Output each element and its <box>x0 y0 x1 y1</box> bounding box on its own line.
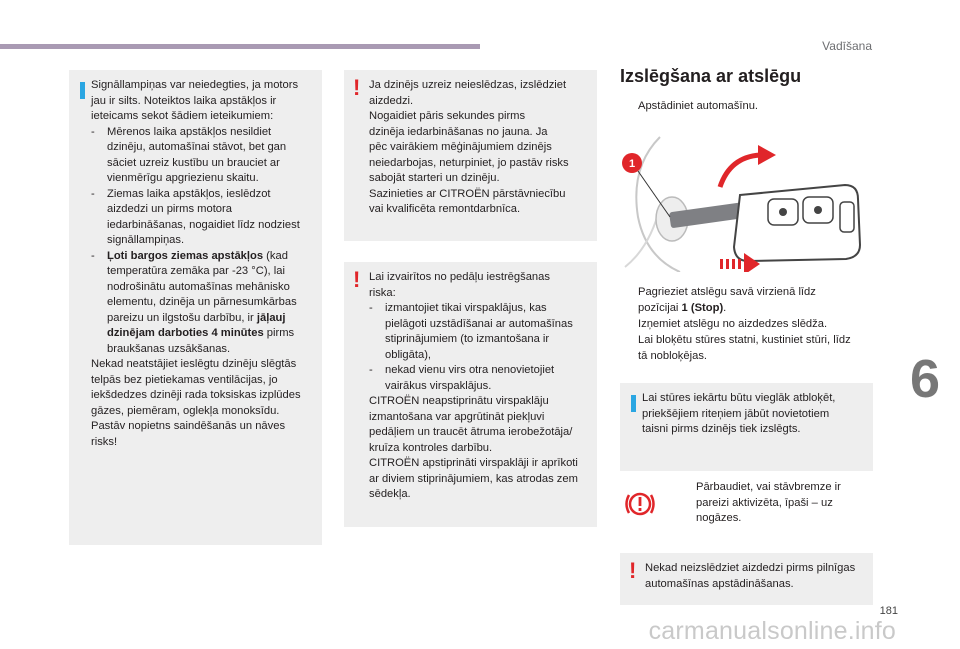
text-line: neiedarbojas, neturpiniet, jo pastāv risks <box>369 156 569 169</box>
list-item <box>91 249 314 358</box>
lock-symbol-icon <box>779 208 787 216</box>
text-line: gāzes, piemēram, oglekļa monoksīdu. <box>91 404 280 417</box>
dash: - <box>369 364 373 376</box>
info-icon <box>631 395 636 412</box>
bold-text: 1 (Stop) <box>681 301 724 314</box>
text-line <box>638 301 870 317</box>
text-line: taisni pirms dzinējs tiek izslēgts. <box>642 423 801 435</box>
info-box-engine-warm <box>69 70 322 545</box>
list-item <box>369 301 589 363</box>
text-line: ieteicams sekot šādiem ieteikumiem: <box>91 110 274 122</box>
info-box-steering <box>620 383 873 471</box>
text-line: iekšdedzes dzinēji rada toksiskas izplūdes <box>91 389 301 401</box>
dash: - <box>369 302 373 314</box>
dash: - <box>91 125 95 138</box>
list-item <box>369 363 589 394</box>
text-line: izmantojiet tikai virspaklājus, kas <box>385 302 547 314</box>
text-line: Ja dzinējs uzreiz neieslēdzas, izslēdziet <box>369 79 567 91</box>
text-line: ar diviem stiprinājumiem, kas atrodas zem <box>369 472 578 485</box>
text-line: Pastāv nopietns saindēšanās un nāves <box>91 420 286 432</box>
text-line: risks! <box>91 435 118 448</box>
step-text <box>696 480 873 527</box>
section-title: Izslēgšana ar atslēgu <box>620 66 802 86</box>
text-line: iedarbināšanas, nogaidiet līdz nodziest <box>107 218 300 231</box>
warning-icon: ! <box>629 558 637 583</box>
info-text <box>91 78 314 450</box>
text-line: aizdedzi. <box>369 94 414 107</box>
warning-box-floor-mats <box>344 262 597 527</box>
text-line: nodrošinātu automašīnas mehānisko <box>107 280 290 293</box>
text-line: priekšējiem riteņiem jābūt novietotiem <box>642 407 830 420</box>
text-line <box>107 311 314 327</box>
watermark: carmanualsonline.info <box>648 617 896 645</box>
text-line: Mērenos laika apstākļos nesildiet <box>107 125 272 138</box>
text: pareizu un ilgstošu darbību, ir <box>107 311 257 324</box>
dash: - <box>91 187 95 200</box>
text-line: Lai izvairītos no pedāļu iestrēgšanas <box>369 271 550 283</box>
text-line: dzinēju, automašīnai stāvot, bet gan <box>107 141 287 153</box>
text-line: riska: <box>369 286 396 299</box>
callout-badge-label: 1 <box>628 158 636 170</box>
text: pirms <box>263 327 295 339</box>
text-line: kruīza kontroles darbību. <box>369 441 493 454</box>
key-button-boot <box>840 202 854 232</box>
text-line: Pagrieziet atslēgu savā virzienā līdz <box>638 286 816 298</box>
callout-leader <box>638 171 670 217</box>
text-line: dzinēja iedarbināšanas no jauna. Ja <box>369 125 548 138</box>
dash: - <box>91 249 95 262</box>
bold-text: dzinējam darboties 4 minūtes <box>107 327 264 339</box>
text: (kad <box>263 249 288 262</box>
text-line: Nogaidiet pāris sekundes pirms <box>369 110 526 122</box>
step-text: Apstādiniet automašīnu. <box>638 100 759 112</box>
text: pozīcijai <box>638 301 682 314</box>
text-line: nogāzes. <box>696 512 742 524</box>
bold-text: Ļoti bargos ziemas apstākļos <box>107 249 264 262</box>
text: . <box>723 301 727 314</box>
text-line: elementu, dzinēja un pārnesumkārbas <box>107 296 297 308</box>
text-line: jau ir silts. Noteiktos laika apstākļos ir <box>91 94 277 107</box>
text-line: pielāgoti uzstādīšanai ar automašīnas <box>385 317 573 330</box>
page-number: 181 <box>879 605 898 617</box>
text-line: Lai bloķētu stūres statni, kustiniet stūri, līdz <box>638 334 851 346</box>
text-line: tā nobloķējas. <box>638 349 708 362</box>
text-line: vai kvalificēta remontdarbnīca. <box>369 203 521 215</box>
dashboard-curve <box>625 207 660 267</box>
text-line: vienmērīgu apgriezienu skaitu. <box>107 172 259 184</box>
text-line: sāciet uzreiz kustību un brauciet ar <box>107 156 280 169</box>
unlock-symbol-icon <box>814 206 822 214</box>
list-item <box>91 187 314 249</box>
bold-text: jāļauj <box>256 311 286 324</box>
text-line: sēdekļa. <box>369 488 411 500</box>
text-line: telpās bez pietiekamas ventilācijas, jo <box>91 373 278 386</box>
warning-icon: ! <box>353 75 361 100</box>
step-text <box>638 285 870 316</box>
rotation-arrow-head-icon <box>758 145 776 165</box>
text-line: nekad vienu virs otra nenovietojiet <box>385 364 555 376</box>
step-text <box>638 333 870 364</box>
info-icon <box>80 82 85 99</box>
text-line: pedāļiem un traucēt ātruma ierobežotāja/ <box>369 426 573 438</box>
text-line: pareizi aktivizēta, īpaši – uz <box>696 496 833 509</box>
text-line: automašīnas apstādināšanas. <box>645 577 794 590</box>
warning-icon: ! <box>353 267 361 292</box>
text-line: pēc vairākiem mēģinājumiem dzinējs <box>369 141 552 153</box>
chapter-number: 6 <box>909 349 940 409</box>
warning-text <box>645 561 865 592</box>
warning-text <box>369 270 589 503</box>
text-line: vairākus virspaklājus. <box>385 379 492 392</box>
info-text <box>642 391 865 438</box>
text-line: Ziemas laika apstākļos, ieslēdzot <box>107 187 271 200</box>
text-line: CITROËN apstiprināti virspaklāji ir aprīkoti <box>369 457 578 469</box>
parking-brake-warning-icon <box>623 487 657 521</box>
text-line: braukšanas uzsākšanas. <box>107 342 231 355</box>
list-item <box>91 125 314 187</box>
text-line: Pārbaudiet, vai stāvbremze ir <box>696 481 841 493</box>
text-line: Nekad neatstājiet ieslēgtu dzinēju slēgtās <box>91 358 297 370</box>
warning-box-engine-start <box>344 70 597 241</box>
text-line: CITROËN neapstiprinātu virspaklāju <box>369 395 549 407</box>
text-line: Sazinieties ar CITROËN pārstāvniecību <box>369 187 566 200</box>
text-line: signāllampiņas. <box>107 234 185 246</box>
step-text: Izņemiet atslēgu no aizdedzes slēdža. <box>638 318 828 330</box>
warning-text <box>369 78 589 218</box>
rotation-arrow-icon <box>720 155 760 187</box>
header-rule <box>0 44 480 49</box>
text-line <box>107 249 314 265</box>
text-line <box>107 326 314 342</box>
text-line: Signāllampiņas var neiedegties, ja motors <box>91 79 299 91</box>
text-line: Nekad neizslēdziet aizdedzi pirms pilnīgas <box>645 562 856 574</box>
warning-box-ignition <box>620 553 873 605</box>
text-line: Lai stūres iekārtu būtu vieglāk atbloķēt, <box>642 392 836 404</box>
text-line: izmantošana var apgrūtināt piekļuvi <box>369 410 545 423</box>
text-line: temperatūra zemāka par -23 °C), lai <box>107 265 285 277</box>
text-line: aizdedzi un pirms motora <box>107 203 232 215</box>
text-line: stiprinājumiem (to izmantošana ir <box>385 333 550 345</box>
text-line: obligāta), <box>385 348 432 361</box>
section-header: Vadīšana <box>822 39 872 53</box>
text-line: sabojāt starteri un dzinēju. <box>369 172 500 184</box>
key-ignition-illustration <box>620 127 870 272</box>
